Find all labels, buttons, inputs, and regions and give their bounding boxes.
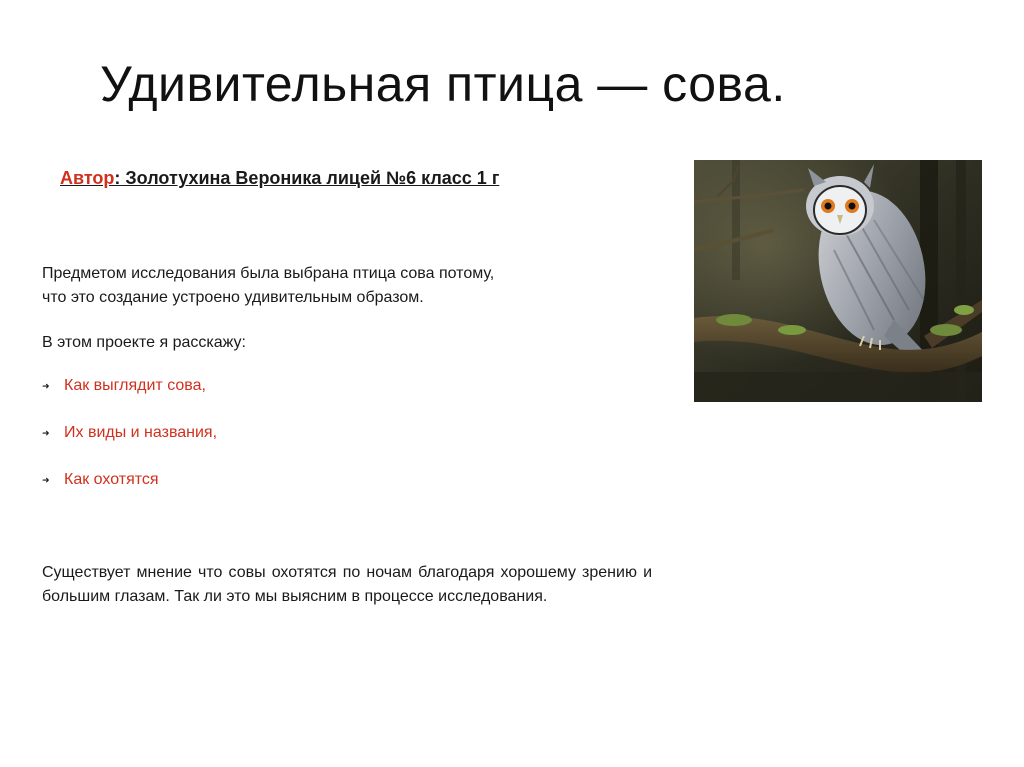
- lead-text: В этом проекте я расскажу:: [42, 334, 246, 351]
- arrow-bullet-icon: ➜: [42, 381, 50, 391]
- author-label: Автор: [60, 168, 115, 188]
- intro-paragraph: [42, 262, 642, 310]
- list-item: [42, 468, 217, 492]
- author-name: Золотухина Вероника лицей №6 класс 1 г: [120, 168, 500, 188]
- list-item-text: Как охотятся: [64, 471, 159, 488]
- list-item-text: Как выглядит сова,: [64, 377, 206, 394]
- closing-paragraph: Существует мнение что совы охотятся по ночам благодаря хорошему зрению и большим глазам. Так ли это мы выясним в процессе исследования.: [42, 564, 652, 605]
- intro-line: что это создание устроено удивительным образом.: [42, 289, 424, 306]
- list-item: [42, 421, 217, 445]
- author-separator: :: [114, 168, 121, 188]
- arrow-bullet-icon: ➜: [42, 475, 50, 485]
- owl-photo: [694, 160, 982, 402]
- slide-title: Удивительная птица — сова.: [100, 56, 786, 112]
- list-item: [42, 374, 217, 398]
- topic-list: [42, 374, 217, 515]
- intro-line: Предметом исследования была выбрана птица сова потому,: [42, 265, 495, 282]
- list-item-text: Их виды и названия,: [64, 424, 218, 441]
- author-line: [60, 168, 499, 189]
- owl-illustration: [694, 160, 982, 402]
- arrow-bullet-icon: ➜: [42, 428, 50, 438]
